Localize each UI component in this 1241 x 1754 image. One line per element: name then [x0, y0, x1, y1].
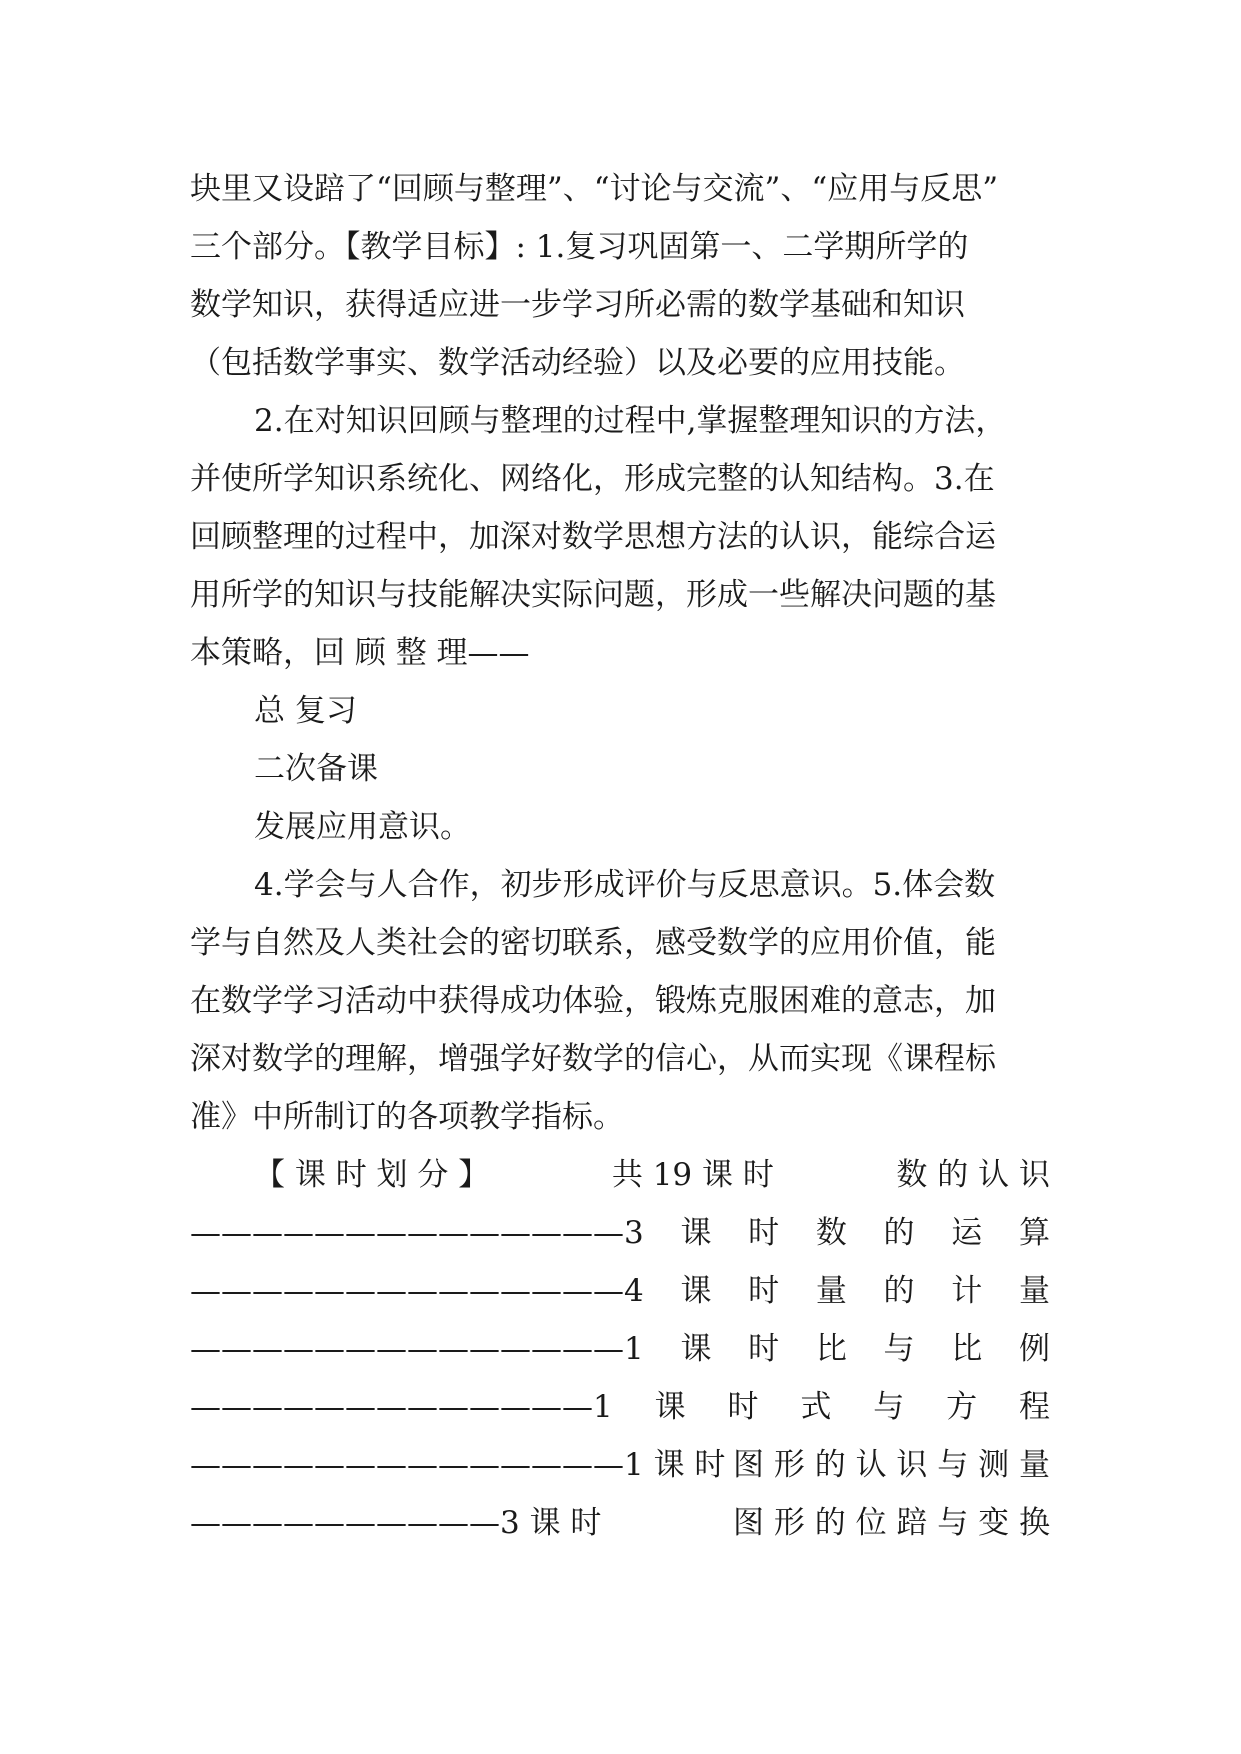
schedule-cell: 式 — [800, 1389, 832, 1425]
text-line: 2.在对知识回顾与整理的过程中,掌握整理知识的方法， — [254, 403, 1007, 439]
text-line: 在数学学习活动中获得成功体验，锻炼克服困难的意志，加 — [190, 983, 996, 1019]
schedule-cell: 图 形 的 认 识 与 测 量 — [733, 1447, 1050, 1483]
schedule-cell: 与 — [883, 1331, 915, 1367]
schedule-cell: —————————————1 — [190, 1389, 613, 1425]
schedule-cell: ——————————————1 — [190, 1331, 644, 1367]
schedule-cell: 算 — [1018, 1215, 1050, 1251]
schedule-cell: 方 — [946, 1389, 978, 1425]
text-line: 准》中所制订的各项教学指标。 — [190, 1099, 624, 1135]
schedule-cell: 时 — [748, 1273, 780, 1309]
schedule-cell: ——————————————3 — [190, 1215, 644, 1251]
text-line: 总 复习 — [254, 693, 357, 729]
schedule-cell: 例 — [1018, 1331, 1050, 1367]
schedule-cell: 图 形 的 位 踣 与 变 换 — [733, 1505, 1050, 1541]
text-line: 发展应用意识。 — [254, 809, 471, 845]
text-line: 本策略，回 顾 整 理—— — [190, 635, 530, 671]
text-line: 学与自然及人类社会的密切联系，感受数学的应用价值，能 — [190, 925, 996, 961]
schedule-cell: 的 — [883, 1215, 915, 1251]
schedule-cell: 的 — [883, 1273, 915, 1309]
schedule-cell: 时 — [748, 1331, 780, 1367]
schedule-cell: 量 — [1018, 1273, 1050, 1309]
schedule-cell: 【 课 时 划 分 】 — [254, 1157, 490, 1193]
text-line: 4.学会与人合作，初步形成评价与反思意识。5.体会数 — [254, 867, 996, 903]
schedule-cell: 课 — [654, 1389, 686, 1425]
text-line: 数学知识，获得适应进一步学习所必需的数学基础和知识 — [190, 287, 965, 323]
schedule-row — [190, 1494, 1050, 1552]
text-line: 用所学的知识与技能解决实际问题，形成一些解决问题的基 — [190, 577, 996, 613]
schedule-cell: ——————————————1 课 时 — [190, 1447, 726, 1483]
schedule-row — [190, 1204, 1050, 1262]
schedule-row — [190, 1320, 1050, 1378]
schedule-cell: 数 — [815, 1215, 847, 1251]
schedule-row — [190, 1436, 1050, 1494]
schedule-cell: 运 — [951, 1215, 983, 1251]
schedule-cell: 比 — [951, 1331, 983, 1367]
schedule-cell: 时 — [727, 1389, 759, 1425]
text-line: 三个部分。【教学目标】: 1.复习巩固第一、二学期所学的 — [190, 229, 969, 265]
text-line: 二次备课 — [254, 751, 378, 787]
schedule-row — [190, 1378, 1050, 1436]
schedule-header-row — [190, 1146, 1050, 1204]
schedule-cell: 比 — [815, 1331, 847, 1367]
text-line: 并使所学知识系统化、网络化，形成完整的认知结构。3.在 — [190, 461, 995, 497]
schedule-cell: 计 — [951, 1273, 983, 1309]
schedule-cell: 课 — [680, 1331, 712, 1367]
schedule-cell: ——————————————4 — [190, 1273, 644, 1309]
schedule-cell: 量 — [815, 1273, 847, 1309]
schedule-cell: 程 — [1018, 1389, 1050, 1425]
text-line: 深对数学的理解，增强学好数学的信心，从而实现《课程标 — [190, 1041, 996, 1077]
text-line: 回顾整理的过程中，加深对数学思想方法的认识，能综合运 — [190, 519, 996, 555]
schedule-cell: 数 的 认 识 — [896, 1157, 1050, 1193]
schedule-cell: 课 — [680, 1215, 712, 1251]
schedule-cell: ——————————3 课 时 — [190, 1505, 602, 1541]
schedule-row — [190, 1262, 1050, 1320]
schedule-cell: 与 — [873, 1389, 905, 1425]
text-line: （包括数学事实、数学活动经验）以及必要的应用技能。 — [190, 345, 965, 381]
text-line: 块里又设踣了“回顾与整理”、“讨论与交流”、“应用与反思” — [190, 171, 999, 207]
schedule-cell: 课 — [680, 1273, 712, 1309]
schedule-cell: 时 — [748, 1215, 780, 1251]
document-body — [190, 160, 1050, 1552]
schedule-cell: 共 19 课 时 — [611, 1157, 774, 1193]
